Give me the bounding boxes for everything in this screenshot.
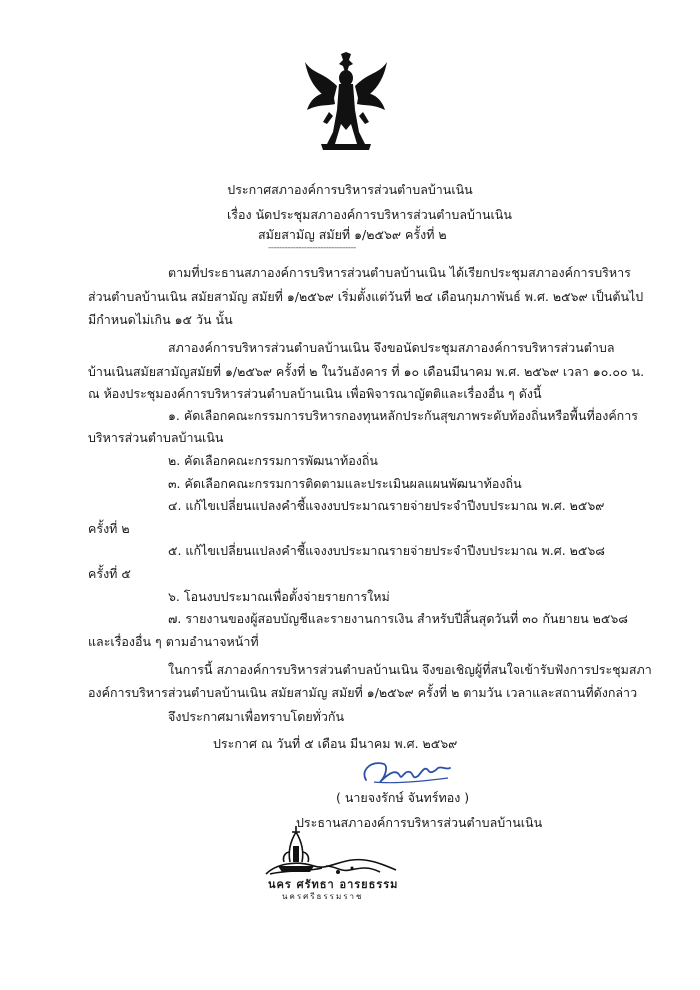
announcement-session: สมัยสามัญ สมัยที่ ๑/๒๕๖๙ ครั้งที่ ๒	[258, 227, 447, 242]
logo-slogan: นคร ศรัทธา อารยธรรม	[268, 878, 399, 891]
agenda-item: ๓. คัดเลือกคณะกรรมการติดตามและประเมินผลแผนพัฒนาท้องถิ่น	[168, 476, 522, 491]
paragraph2-line: บ้านเนินสมัยสามัญสมัยที่ ๑/๒๕๖๙ ครั้งที่ ๒ ในวันอังคาร ที่ ๑๐ เดือนมีนาคม พ.ศ. ๒๕๖๙ เวลา ๑๐.๐๐ น.	[88, 364, 645, 379]
signer-name: ( นายจงรักษ์ จันทร์ทอง )	[336, 790, 470, 805]
agenda-item: ๑. คัดเลือกคณะกรรมการบริหารกองทุนหลักประกันสุขภาพระดับท้องถิ่นหรือพื้นที่องค์การ	[168, 408, 638, 423]
paragraph2-line: สภาองค์การบริหารส่วนตำบลบ้านเนิน จึงขอนัดประชุมสภาองค์การบริหารส่วนตำบล	[168, 340, 615, 355]
paragraph1-line: ตามที่ประธานสภาองค์การบริหารส่วนตำบลบ้านเนิน ได้เรียกประชุมสภาองค์การบริหาร	[168, 265, 631, 280]
agenda-item-continuation: ครั้งที่ ๕	[88, 566, 131, 581]
signer-position: ประธานสภาองค์การบริหารส่วนตำบลบ้านเนิน	[296, 815, 543, 830]
agenda-item: ๕. แก้ไขเปลี่ยนแปลงคำชี้แจงงบประมาณรายจ่ายประจำปีงบประมาณ พ.ศ. ๒๕๖๘	[168, 543, 605, 558]
paragraph1-line: ส่วนตำบลบ้านเนิน สมัยสามัญ สมัยที่ ๑/๒๕๖๙ เริ่มตั้งแต่วันที่ ๒๔ เดือนกุมภาพันธ์ พ.ศ. ๒๕๖๙ เป็นต้นไป	[88, 289, 644, 304]
announcement-subject: เรื่อง นัดประชุมสภาองค์การบริหารส่วนตำบลบ้านเนิน	[227, 207, 512, 222]
date-line: ประกาศ ณ วันที่ ๕ เดือน มีนาคม พ.ศ. ๒๕๖๙	[213, 736, 458, 751]
agenda-item-continuation: ครั้งที่ ๒	[88, 521, 130, 536]
agenda-item: ๖. โอนงบประมาณเพื่อตั้งจ่ายรายการใหม่	[168, 589, 390, 604]
agenda-item-continuation: และเรื่องอื่น ๆ ตามอำนาจหน้าที่	[88, 634, 259, 649]
garuda-emblem-icon	[303, 52, 389, 152]
announcement-title: ประกาศสภาองค์การบริหารส่วนตำบลบ้านเนิน	[227, 182, 473, 197]
paragraph3-line: ในการนี้ สภาองค์การบริหารส่วนตำบลบ้านเนิน จึงขอเชิญผู้ที่สนใจเข้ารับฟังการประชุมสภา	[168, 662, 652, 677]
agenda-item: ๗. รายงานของผู้สอบบัญชีและรายงานการเงิน สำหรับปีสิ้นสุดวันที่ ๓๐ กันยายน ๒๕๖๘	[168, 611, 628, 626]
closing-text: จึงประกาศมาเพื่อทราบโดยทั่วกัน	[168, 709, 345, 724]
paragraph2-line: ณ ห้องประชุมองค์การบริหารส่วนตำบลบ้านเนิน เพื่อพิจารณาญัตติและเรื่องอื่น ๆ ดังนี้	[88, 386, 542, 401]
agenda-item: ๔. แก้ไขเปลี่ยนแปลงคำชี้แจงงบประมาณรายจ่ายประจำปีงบประมาณ พ.ศ. ๒๕๖๙	[168, 498, 605, 513]
agenda-item: ๒. คัดเลือกคณะกรรมการพัฒนาท้องถิ่น	[168, 453, 378, 468]
agenda-item-continuation: บริหารส่วนตำบลบ้านเนิน	[88, 430, 224, 445]
logo-subtitle: นครศรีธรรมราช	[282, 892, 364, 901]
separator-line: --------------------------------	[268, 243, 356, 253]
paragraph1-line: มีกำหนดไม่เกิน ๑๕ วัน นั้น	[88, 312, 233, 327]
paragraph3-line: องค์การบริหารส่วนตำบลบ้านเนิน สมัยสามัญ สมัยที่ ๑/๒๕๖๙ ครั้งที่ ๒ ตามวัน เวลาและสถานที่ดังกล่าว	[88, 685, 638, 700]
signature-mark	[358, 752, 458, 792]
